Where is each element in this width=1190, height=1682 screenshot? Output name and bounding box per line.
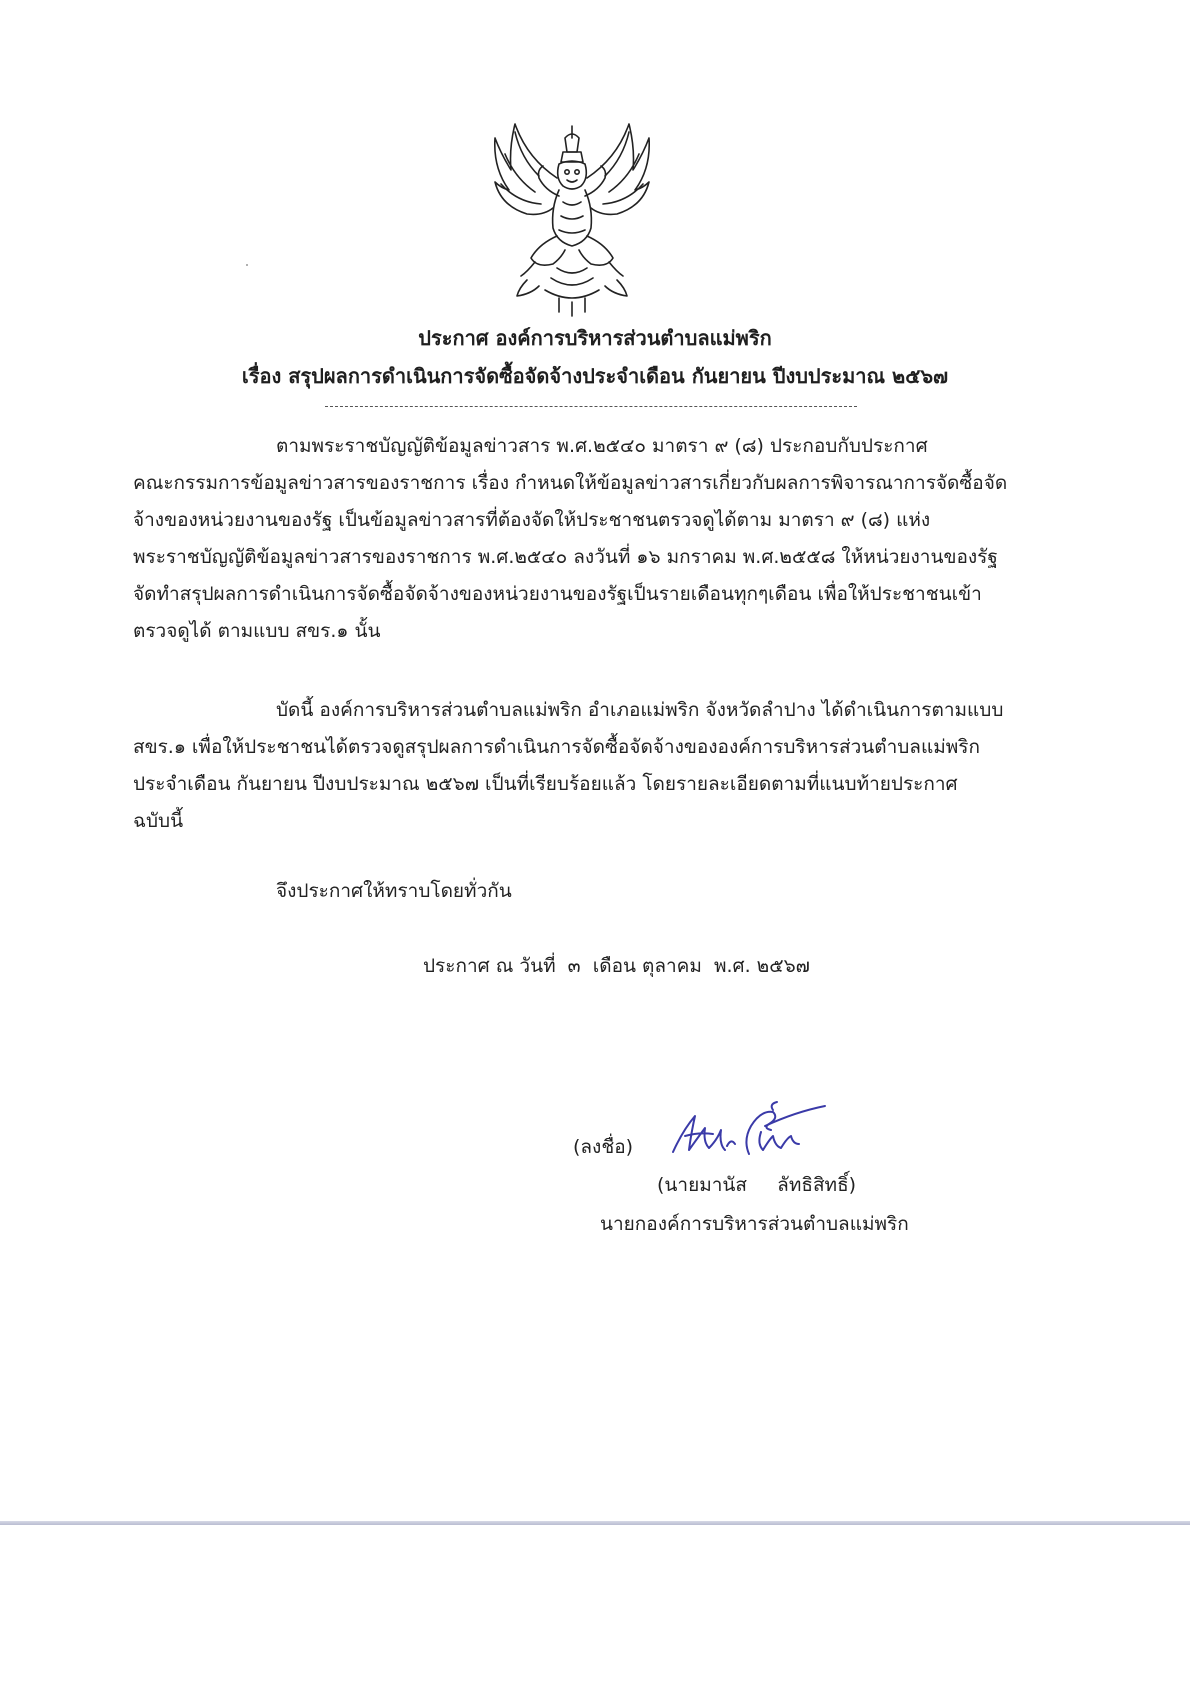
paragraph-line: สขร.๑ เพื่อให้ประชาชนได้ตรวจดูสรุปผลการดำเนินการจัดซื้อจัดจ้างขององค์การบริหารส่วนตำบลแม่พริก (133, 736, 980, 758)
signer-name: (นายมานัส ลัทธิสิทธิ์) (657, 1174, 857, 1196)
paragraph-line: ฉบับนี้ (133, 810, 184, 832)
paragraph-line: ตรวจดูได้ ตามแบบ สขร.๑ นั้น (133, 620, 381, 642)
paragraph-line: ประจำเดือน กันยายน ปีงบประมาณ ๒๕๖๗ เป็นที่เรียบร้อยแล้ว โดยรายละเอียดตามที่แนบท้ายประกาศ (133, 773, 958, 795)
paragraph-line: บัดนี้ องค์การบริหารส่วนตำบลแม่พริก อำเภอแม่พริก จังหวัดลำปาง ได้ดำเนินการตามแบบ (276, 699, 1004, 721)
title-divider (325, 406, 857, 407)
paragraph-line: ตามพระราชบัญญัติข้อมูลข่าวสาร พ.ศ.๒๕๔๐ มาตรา ๙ (๘) ประกอบกับประกาศ (276, 435, 928, 457)
paragraph-line: พระราชบัญญัติข้อมูลข่าวสารของราชการ พ.ศ.๒๕๔๐ ลงวันที่ ๑๖ มกราคม พ.ศ.๒๕๕๘ ให้หน่วยงานของรัฐ (133, 546, 998, 568)
paragraph-action (133, 692, 1033, 840)
paragraph-line: คณะกรรมการข้อมูลข่าวสารของราชการ เรื่อง กำหนดให้ข้อมูลข่าวสารเกี่ยวกับผลการพิจารณาการจัดซื้อจัด (133, 472, 1008, 494)
scan-speck (246, 264, 248, 266)
announcement-title: ประกาศ องค์การบริหารส่วนตำบลแม่พริก (418, 326, 772, 350)
handwritten-signature (665, 1100, 830, 1165)
page-bottom-edge (0, 1521, 1190, 1525)
announcement-subject: เรื่อง สรุปผลการดำเนินการจัดซื้อจัดจ้างประจำเดือน กันยายน ปีงบประมาณ ๒๕๖๗ (241, 364, 949, 388)
paragraph-line: จ้างของหน่วยงานของรัฐ เป็นข้อมูลข่าวสารที่ต้องจัดให้ประชาชนตรวจดูได้ตาม มาตรา ๙ (๘) แห่ง (133, 509, 931, 531)
paragraph-legal-basis (133, 428, 1033, 650)
paragraph-line: จัดทำสรุปผลการดำเนินการจัดซื้อจัดจ้างของหน่วยงานของรัฐเป็นรายเดือนทุกๆเดือน เพื่อให้ประชาชนเข้า (133, 583, 982, 605)
closing-statement: จึงประกาศให้ทราบโดยทั่วกัน (276, 880, 512, 902)
signer-position: นายกองค์การบริหารส่วนตำบลแม่พริก (600, 1213, 909, 1235)
announcement-date: ประกาศ ณ วันที่ ๓ เดือน ตุลาคม พ.ศ. ๒๕๖๗ (423, 955, 810, 977)
signature-label: (ลงชื่อ) (573, 1136, 634, 1158)
garuda-emblem-icon (487, 118, 657, 318)
